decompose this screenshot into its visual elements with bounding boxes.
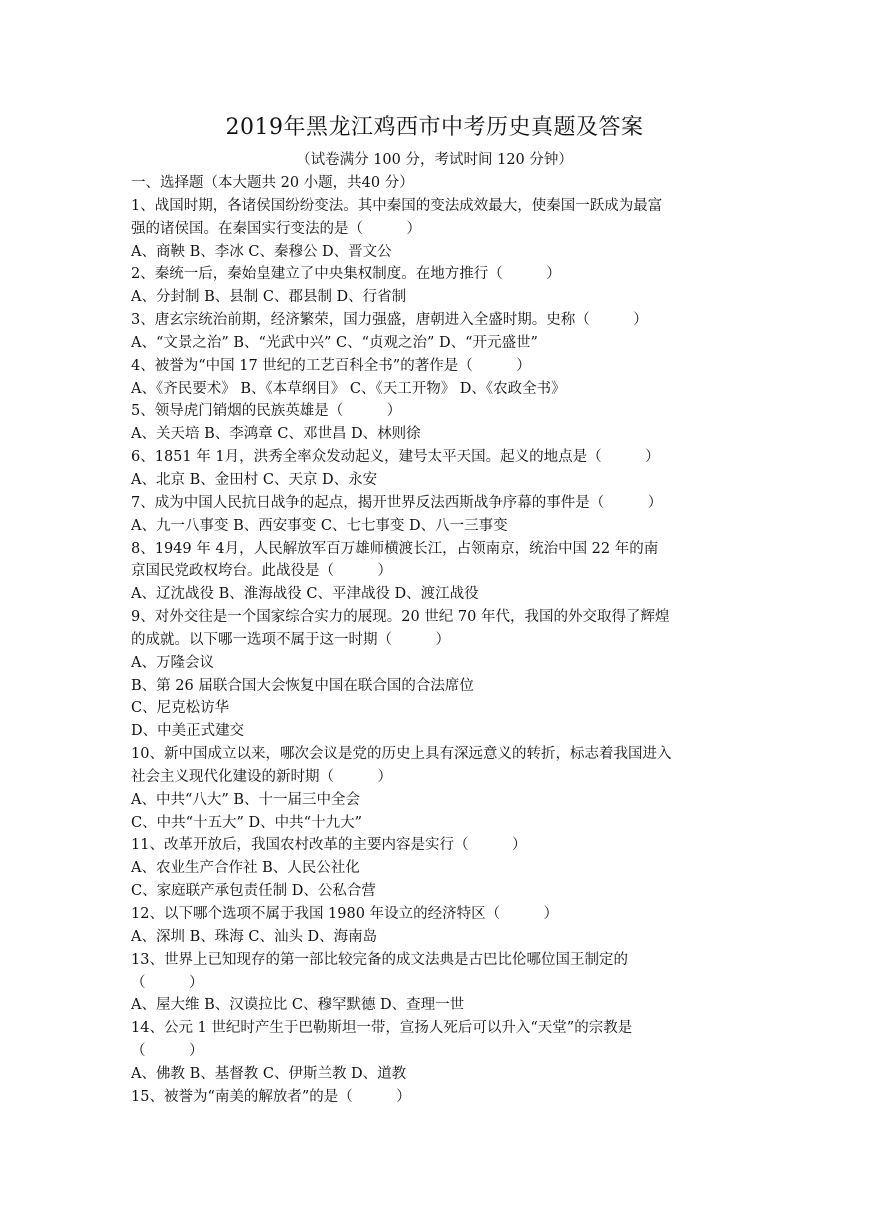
text-line: 12、以下哪个选项不属于我国 1980 年设立的经济特区（ ） [131, 906, 559, 922]
text-line: C、家庭联产承包责任制 D、公私合营 [131, 883, 376, 900]
text-line: （ ） [131, 1043, 204, 1060]
text-line: A、辽沈战役 B、淮海战役 C、平津战役 D、渡江战役 [131, 586, 479, 603]
text-line: 13、世界上已知现存的第一部比较完备的成文法典是古巴比伦哪位国王制定的 [131, 951, 628, 968]
text-line: A、农业生产合作社 B、人民公社化 [131, 860, 360, 877]
exam-title: 2019年黑龙江鸡西市中考历史真题及答案 [225, 115, 644, 140]
text-line: 5、领导虎门销烟的民族英雄是（ ） [131, 403, 402, 420]
text-line: 社会主义现代化建设的新时期（ ） [131, 768, 392, 785]
text-line: A、中共“八大” B、十一届三中全会 [131, 791, 361, 808]
text-line: A、佛教 B、基督教 C、伊斯兰教 D、道教 [131, 1065, 407, 1082]
text-line: A、深圳 B、珠海 C、汕头 D、海南岛 [131, 928, 378, 945]
text-line: 4、被誉为“中国 17 世纪的工艺百科全书”的著作是（ ） [131, 357, 531, 374]
question-lines [131, 195, 741, 1109]
text-line: 的成就。以下哪一选项不属于这一时期（ ） [131, 631, 450, 648]
text-line: 6、1851 年 1月，洪秀全率众发动起义，建号太平天国。起义的地点是（ ） [131, 449, 660, 466]
section-heading: 一、选择题（本大题共 20 小题，共40 分） [131, 175, 414, 191]
text-line: A、“文景之治” B、“光武中兴” C、“贞观之治” D、“开元盛世” [131, 334, 538, 351]
text-line: 9、对外交往是一个国家综合实力的展现。20 世纪 70 年代，我国的外交取得了辉煌 [131, 609, 670, 626]
text-line: A、屋大维 B、汉谟拉比 C、穆罕默德 D、查理一世 [131, 997, 465, 1014]
text-line: A、北京 B、金田村 C、天京 D、永安 [131, 471, 378, 488]
text-line: A、分封制 B、县制 C、郡县制 D、行省制 [131, 289, 407, 306]
text-line: 8、1949 年 4月，人民解放军百万雄师横渡长江，占领南京，统治中国 22 年的南 [131, 540, 659, 557]
text-line: C、尼克松访华 [131, 700, 230, 717]
text-line: 7、成为中国人民抗日战争的起点，揭开世界反法西斯战争序幕的事件是（ ） [131, 494, 663, 511]
text-line: 2、秦统一后，秦始皇建立了中央集权制度。在地方推行（ ） [131, 266, 561, 283]
text-line: 14、公元 1 世纪时产生于巴勒斯坦一带，宣扬人死后可以升入“天堂”的宗教是 [131, 1020, 633, 1037]
text-line: 10、新中国成立以来，哪次会议是党的历史上具有深远意义的转折，标志着我国进入 [131, 746, 672, 763]
text-line: A、商鞅 B、李冰 C、秦穆公 D、晋文公 [131, 243, 392, 260]
text-line: 3、唐玄宗统治前期，经济繁荣，国力强盛，唐朝进入全盛时期。史称（ ） [131, 312, 648, 329]
text-line: A、万隆会议 [131, 654, 214, 671]
text-line: D、中美正式建交 [131, 723, 245, 740]
text-line: 15、被誉为“南美的解放者”的是（ ） [131, 1088, 411, 1105]
text-line: A、《齐民要术》 B、《本草纲目》 C、《天工开物》 D、《农政全书》 [131, 380, 566, 397]
text-line: A、九一八事变 B、西安事变 C、七七事变 D、八一三事变 [131, 517, 508, 534]
text-line: 强的诸侯国。在秦国实行变法的是（ ） [131, 220, 421, 237]
text-line: A、关天培 B、李鸿章 C、邓世昌 D、林则徐 [131, 426, 421, 443]
text-line: 京国民党政权垮台。此战役是（ ） [131, 563, 392, 580]
text-line: C、中共“十五大” D、中共“十九大” [131, 814, 362, 831]
text-line: 1、战国时期，各诸侯国纷纷变法。其中秦国的变法成效最大，使秦国一跃成为最富 [131, 197, 663, 214]
text-line: B、第 26 届联合国大会恢复中国在联合国的合法席位 [131, 677, 474, 694]
text-line: （ ） [131, 974, 204, 991]
exam-subtitle: （试卷满分 100 分，考试时间 120 分钟） [296, 152, 573, 168]
text-line: 11、改革开放后，我国农村改革的主要内容是实行（ ） [131, 837, 527, 854]
question-body [131, 172, 741, 1109]
